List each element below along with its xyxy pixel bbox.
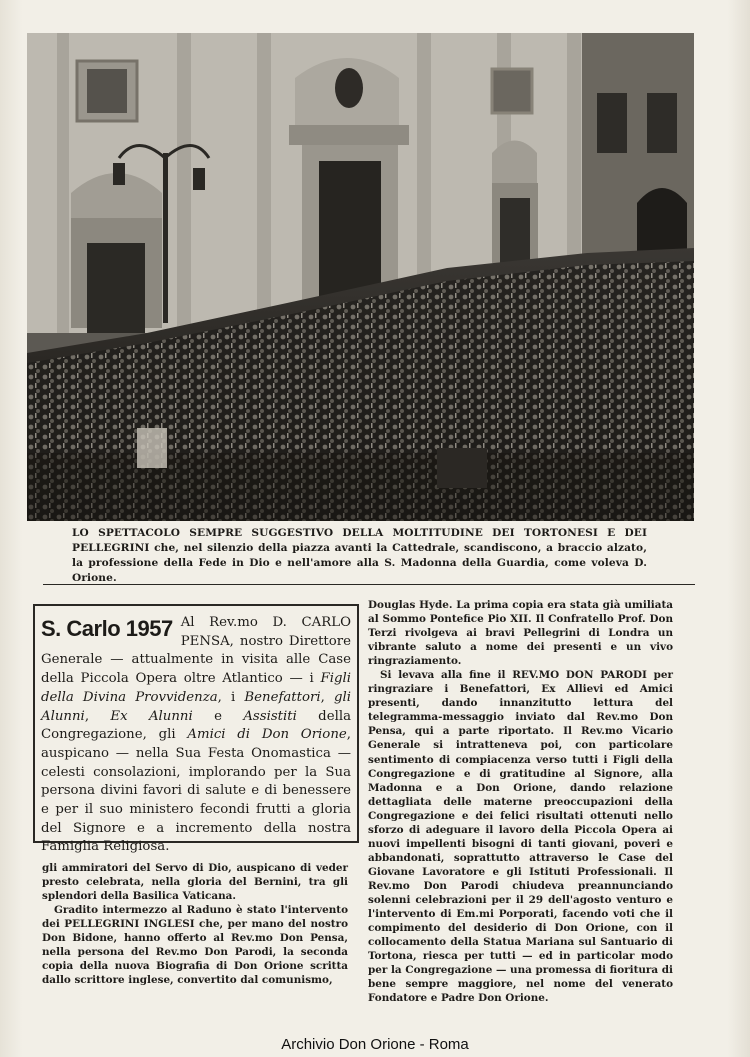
- dedication-italic: Benefattori: [244, 689, 321, 705]
- dedication-box: [33, 604, 359, 855]
- right-column: [368, 598, 673, 1005]
- dedication-italic: Amici di Don Orione: [187, 727, 347, 743]
- right-paragraph-1: Douglas Hyde. La prima copia era stata già umiliata al Sommo Pontefice Pio XII. Il Confratello Prof. Don Terzi rivolgeva ai bravi Pellegrini di Londra un vibrante saluto a nome dei presenti e un vivo ringraziamento.: [368, 599, 673, 668]
- dedication-part: , i: [217, 689, 245, 705]
- photo-caption: [72, 526, 647, 586]
- dedication-italic: Ex Alunni: [110, 708, 193, 724]
- caption-lead: LO SPETTACOLO SEMPRE SUGGESTIVO DELLA MOLTITUDINE DEI TORTONESI E DEI PELLEGRINI: [72, 527, 647, 554]
- dedication-title: S. Carlo 1957: [41, 616, 173, 641]
- caption-rest: che, nel silenzio della piazza avanti la Cattedrale, scandiscono, a braccio alzato, la professione della Fede in Dio e nell'amore alla S. Madonna della Guardia, come voleva D. Orione.: [72, 542, 647, 584]
- dedication-italic: Figli della Divina Provvidenza: [41, 671, 351, 705]
- caption-divider: [43, 584, 695, 585]
- dedication-part: della Congregazione, gli: [41, 708, 351, 743]
- dedication-italic: Assistiti: [243, 708, 297, 724]
- left-column: [42, 861, 348, 987]
- photo-drawing: [27, 33, 694, 521]
- dedication-part: ,: [84, 708, 111, 724]
- dedication-part: , auspicano — nella Sua Festa Onomastica — celesti consolazioni, implorando per la Sua persona divini favori di salute e di benessere e per il suo ministero fecondi frutti a gloria del Signore e a incremento della nostra Famiglia Religiosa.: [41, 727, 351, 855]
- dedication-part: Al Rev.mo D. CARLO PENSA, nostro Direttore Generale — attualmente in visita alle Case della Piccola Opera oltre Atlantico — i: [41, 615, 351, 687]
- archive-footer: Archivio Don Orione - Roma: [281, 1036, 469, 1053]
- crowd-in-cathedral-square-photo: [27, 33, 694, 521]
- left-paragraph-2: Gradito intermezzo al Raduno è stato l'intervento dei PELLEGRINI INGLESI che, per mano del nostro Don Bidone, hanno offerto al Rev.mo Don Pensa, nella persona del Rev.mo Don Parodi, la seconda copia della nuova Biografia di Don Orione scritta dallo scrittore inglese, convertito dal comunismo,: [42, 904, 348, 987]
- dedication-part: e: [192, 708, 244, 724]
- dedication-part: ,: [320, 689, 334, 705]
- dedication-text: [41, 614, 351, 857]
- dedication-italic: gli Alunni: [41, 689, 351, 724]
- right-paragraph-2: Si levava alla fine il REV.MO DON PARODI per ringraziare i Benefattori, Ex Allievi ed Amici presenti, dando innanzitutto lettura del telegramma-messaggio inviato dal Rev.mo Don Pensa, qui a parte riportato. Il Rev.mo Vicario Generale si intratteneva poi, con particolare sentimento di compiacenza verso tutti i Figli della Congregazione e di gratitudine al Signore, alla Madonna e a Don Orione, dando relazione dettagliata delle materne preoccupazioni della Congregazione e dei felici risultati ottenuti nello sforzo di adeguare il lavoro della Piccola Opera ai nuovi impellenti bisogni di tanti giovani, poveri e abbandonati, soprattutto attraverso le Case del Giovane Lavoratore e gli Istituti Professionali. Il Rev.mo Don Parodi chiudeva preannunciando solenni celebrazioni per il 29 dell'agosto venturo e l'intervento di Em.mi Porporati, facendo voti che il compimento del desiderio di Don Orione, con il collocamento della Statua Mariana sul Santuario di Tortona, riesca per tutti — ed in particolar modo per la Congregazione — una promessa di fioritura di bene sempre maggiore, nel nome del venerato Fondatore e Padre Don Orione.: [368, 669, 673, 1005]
- left-paragraph-1: gli ammiratori del Servo di Dio, auspicano di veder presto celebrata, nella gloria del Bernini, tra gli splendori della Basilica Vaticana.: [42, 862, 348, 903]
